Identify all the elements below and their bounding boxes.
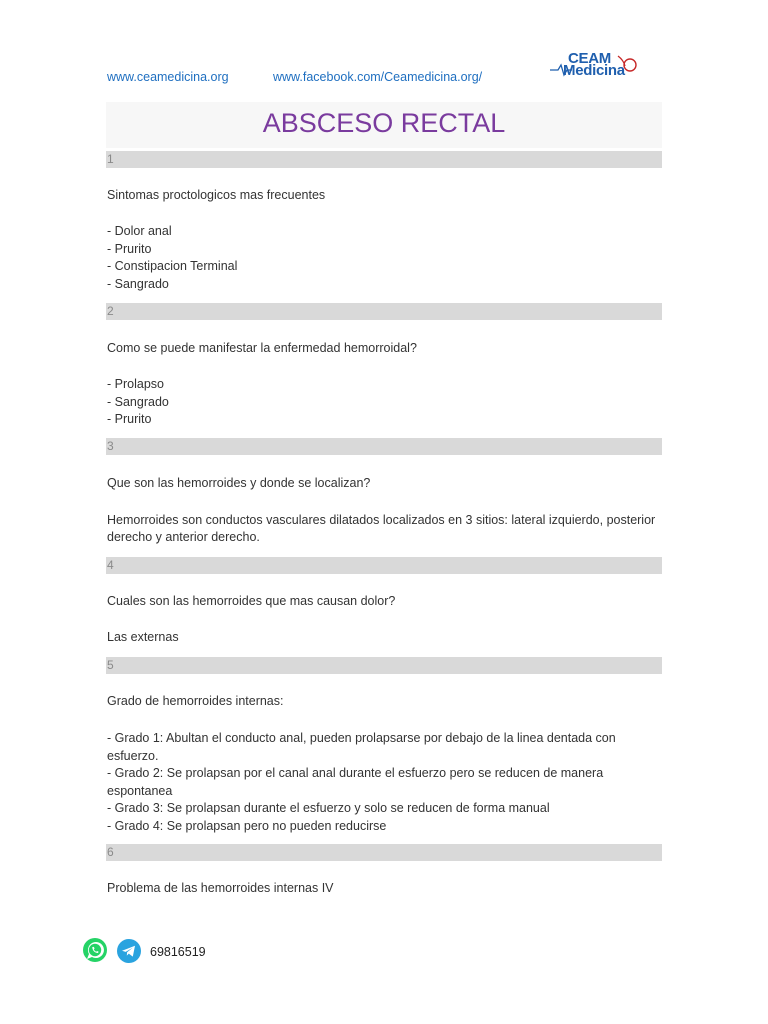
telegram-icon[interactable] bbox=[117, 939, 141, 963]
answer-line: - Grado 2: Se prolapsan por el canal anal durante el esfuerzo pero se reducen de manera bbox=[107, 766, 604, 780]
answer-line: - Prurito bbox=[107, 412, 152, 426]
section-question: Grado de hemorroides internas: bbox=[107, 694, 284, 708]
section-number-bar bbox=[106, 557, 662, 574]
section-number-bar bbox=[106, 438, 662, 455]
section-question: Problema de las hemorroides internas IV bbox=[107, 881, 334, 895]
logo-text-ceam: CEAM bbox=[568, 50, 611, 67]
facebook-link[interactable]: www.facebook.com/Ceamedicina.org/ bbox=[273, 70, 483, 84]
title-band bbox=[106, 102, 662, 148]
answer-line: esfuerzo. bbox=[107, 749, 159, 763]
section-number: 4 bbox=[107, 558, 114, 572]
answer-line: - Grado 3: Se prolapsan durante el esfuerzo y solo se reducen de forma manual bbox=[107, 801, 550, 815]
section-number-bar bbox=[106, 303, 662, 320]
answer-line: - Grado 4: Se prolapsan pero no pueden reducirse bbox=[107, 819, 387, 833]
section-number: 3 bbox=[107, 439, 114, 453]
answer-line: - Dolor anal bbox=[107, 224, 172, 238]
section-number: 6 bbox=[107, 845, 114, 859]
section-number: 1 bbox=[107, 152, 114, 166]
answer-line: - Sangrado bbox=[107, 277, 169, 291]
answer-line: - Constipacion Terminal bbox=[107, 259, 238, 273]
section-question: Cuales son las hemorroides que mas causan dolor? bbox=[107, 594, 396, 608]
phone-number: 69816519 bbox=[150, 945, 206, 959]
answer-line: Hemorroides son conductos vasculares dilatados localizados en 3 sitios: lateral izquierdo, posterior bbox=[107, 513, 656, 527]
section-number: 5 bbox=[107, 658, 114, 672]
section-number-bar bbox=[106, 844, 662, 861]
answer-line: derecho y anterior derecho. bbox=[107, 530, 260, 544]
answer-line: espontanea bbox=[107, 784, 173, 798]
answer-line: - Prurito bbox=[107, 242, 152, 256]
answer-line: - Prolapso bbox=[107, 377, 164, 391]
section-question: Sintomas proctologicos mas frecuentes bbox=[107, 188, 326, 202]
site-link[interactable]: www.ceamedicina.org bbox=[107, 70, 229, 84]
answer-line: Las externas bbox=[107, 630, 179, 644]
ceam-medicina-logo bbox=[548, 50, 640, 80]
section-number: 2 bbox=[107, 304, 114, 318]
section-question: Que son las hemorroides y donde se localizan? bbox=[107, 476, 371, 490]
page-title: ABSCESO RECTAL bbox=[262, 108, 506, 138]
section-number-bar bbox=[106, 657, 662, 674]
section-number-bar bbox=[106, 151, 662, 168]
whatsapp-icon[interactable] bbox=[82, 937, 108, 963]
answer-line: - Sangrado bbox=[107, 395, 169, 409]
logo-text-medicina: Medicina bbox=[563, 62, 625, 79]
answer-line: - Grado 1: Abultan el conducto anal, pueden prolapsarse por debajo de la linea dentada con bbox=[107, 731, 616, 745]
section-question: Como se puede manifestar la enfermedad hemorroidal? bbox=[107, 341, 417, 355]
